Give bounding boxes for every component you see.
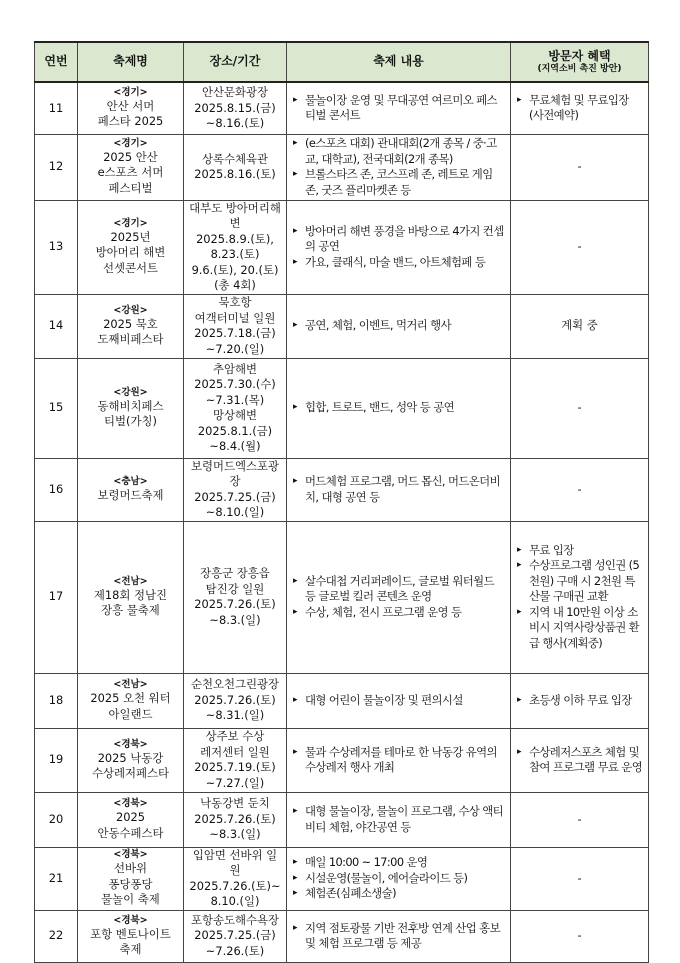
place-line: 레저센터 일원 <box>200 744 270 759</box>
place-line: 2025.7.26.(토) <box>194 597 276 611</box>
place-line: 안산문화광장 <box>201 85 269 99</box>
place-period <box>184 910 287 962</box>
content-item: ▸ 지역 점토광물 기반 전후방 연계 산업 홍보 및 체험 프로그램 등 제공 <box>305 921 506 952</box>
place-line: 탐진강 일원 <box>205 581 265 596</box>
festival-content <box>287 134 511 200</box>
benefit-list <box>515 745 644 776</box>
content-item: ▸ 물과 수상레저를 테마로 한 낙동강 유역의 수상레저 행사 개최 <box>305 745 506 776</box>
place-line: 상주보 수상 <box>205 729 265 743</box>
table-row <box>35 358 649 458</box>
header-place: 장소/기간 <box>184 42 287 82</box>
region-tag: <전남> <box>113 679 148 690</box>
festival-name <box>78 521 184 673</box>
table-row <box>35 728 649 792</box>
place-period <box>184 134 287 200</box>
content-item: ▸ 힙합, 트로트, 밴드, 성악 등 공연 <box>305 400 506 416</box>
content-list <box>291 745 506 776</box>
festival-name <box>78 673 184 728</box>
place-line: 2025.7.19.(토) <box>194 760 276 774</box>
visitor-benefit: - <box>511 792 649 847</box>
content-list <box>291 921 506 952</box>
place-line: 추암해변 <box>212 361 257 376</box>
benefit-item: ▸ 지역 내 10만원 이상 소비시 지역사랑상품권 환급 행사(계획중) <box>529 605 644 652</box>
festival-content <box>287 82 511 134</box>
table-row <box>35 847 649 910</box>
content-item: ▸ 체험존(심폐소생술) <box>305 886 506 902</box>
region-tag: <강원> <box>113 386 148 398</box>
visitor-benefit <box>511 673 649 728</box>
festival-name <box>78 847 184 910</box>
row-number: 15 <box>35 358 78 458</box>
place-line: ~8.31.(일) <box>205 708 265 723</box>
festival-title-line: 2025 낙동강 <box>97 750 164 765</box>
content-item: ▸ 방아머리 해변 풍경을 바탕으로 4가지 컨셉의 공연 <box>305 224 506 255</box>
place-line: 보령머드엑스포광장 <box>190 458 280 488</box>
header-benefit-title: 방문자 혜택 <box>548 48 611 63</box>
region-tag: <경북> <box>113 914 148 926</box>
festival-title-line: 선바위 <box>113 861 147 876</box>
row-number: 11 <box>35 82 78 134</box>
content-item: ▸ 대형 어린이 물놀이장 및 편의시설 <box>305 693 506 709</box>
festival-title-line: 선셋콘서트 <box>102 260 159 275</box>
content-list <box>291 400 506 416</box>
festival-name <box>78 792 184 847</box>
content-list <box>291 474 506 505</box>
festival-title-line: 페스타 2025 <box>97 114 164 129</box>
place-line: 묵호항 <box>218 295 252 309</box>
place-period <box>184 728 287 792</box>
place-line: ~7.20.(일) <box>205 341 265 356</box>
festival-title-line: 페스티벌 <box>108 180 153 195</box>
benefit-item: ▸ 초등생 이하 무료 입장 <box>529 693 644 709</box>
place-line: 2025.7.26.(토)~ <box>189 878 281 893</box>
place-line: 망상해변 <box>212 408 257 422</box>
benefit-list <box>515 543 644 652</box>
place-line: 2025.7.18.(금) <box>194 326 276 340</box>
table-row <box>35 910 649 962</box>
festival-content <box>287 673 511 728</box>
place-line: 포항송도해수욕장 <box>190 912 280 927</box>
table-row <box>35 792 649 847</box>
place-line: 2025.7.25.(금) <box>194 489 276 504</box>
festival-title-line: 2025 오천 워터 <box>90 691 171 705</box>
row-number: 18 <box>35 673 78 728</box>
festival-title-line: 포항 벤토나이트 <box>90 926 171 941</box>
header-content: 축제 내용 <box>287 42 511 82</box>
place-line: 8.23.(토) <box>210 247 260 261</box>
place-line: 2025.7.30.(수) <box>194 377 276 391</box>
visitor-benefit: - <box>511 910 649 962</box>
content-list <box>291 804 506 835</box>
festival-title-line: 동해비치페스 <box>97 398 164 413</box>
table-row <box>35 200 649 294</box>
place-line: 2025.7.26.(토) <box>194 811 276 826</box>
place-period <box>184 82 287 134</box>
place-line: ~7.31.(목) <box>205 392 265 407</box>
content-item: ▸ 수상, 체험, 전시 프로그램 운영 등 <box>305 605 506 621</box>
content-list <box>291 855 506 902</box>
row-number: 17 <box>35 521 78 673</box>
place-period <box>184 521 287 673</box>
festival-title-line: 2025 묵호 <box>103 316 158 331</box>
content-item: ▸ 대형 물놀이장, 물놀이 프로그램, 수상 액티비티 체험, 야간공연 등 <box>305 804 506 835</box>
row-number: 14 <box>35 294 78 358</box>
table-row <box>35 458 649 521</box>
visitor-benefit: - <box>511 134 649 200</box>
place-line: 2025.7.25.(금) <box>194 928 276 943</box>
header-name: 축제명 <box>78 42 184 82</box>
row-number: 22 <box>35 910 78 962</box>
place-line: 8.10.(일) <box>210 894 260 908</box>
content-list <box>291 93 506 124</box>
place-line: ~8.3.(일) <box>209 612 261 627</box>
content-item: ▸ 머드체험 프로그램, 머드 몹신, 머드온더비치, 대형 공연 등 <box>305 474 506 505</box>
content-list <box>291 136 506 198</box>
region-tag: <전남> <box>113 575 148 587</box>
place-line: ~8.3.(일) <box>209 827 261 842</box>
festival-title-line: 축제 <box>119 942 142 956</box>
place-line: ~7.27.(일) <box>205 775 265 790</box>
region-tag: <경북> <box>113 738 148 750</box>
festival-name <box>78 358 184 458</box>
place-line: 여객터미널 일원 <box>194 310 276 325</box>
header-num: 연번 <box>35 42 78 82</box>
place-line: 2025.8.9.(토), <box>196 231 274 246</box>
row-number: 19 <box>35 728 78 792</box>
festival-content <box>287 910 511 962</box>
festival-title-line: 보령머드축제 <box>97 487 164 502</box>
festival-title-line: 안동수페스타 <box>97 825 164 840</box>
region-tag: <경북> <box>113 798 148 809</box>
festival-content <box>287 792 511 847</box>
festival-title-line: 도째비페스타 <box>97 332 164 346</box>
benefit-item: ▸ 무료 입장 <box>529 543 644 559</box>
header-benefit <box>511 42 649 82</box>
benefit-item: ▸ 무료체험 및 무료입장 (사전예약) <box>529 93 644 124</box>
place-line: 순천오천그린광장 <box>190 677 280 692</box>
benefit-list <box>515 693 644 709</box>
content-item: ▸ 살수대첩 거리퍼레이드, 글로벌 워터월드 등 글로벌 킬러 콘텐츠 운영 <box>305 574 506 605</box>
region-tag: <경북> <box>113 849 148 861</box>
region-tag: <경기> <box>113 86 148 98</box>
row-number: 21 <box>35 847 78 910</box>
festival-content <box>287 728 511 792</box>
visitor-benefit: - <box>511 200 649 294</box>
festival-content <box>287 200 511 294</box>
place-line: 장흥군 장흥읍 <box>200 566 270 580</box>
content-list <box>291 574 506 621</box>
festival-content <box>287 521 511 673</box>
festival-title-line: 방아머리 해변 <box>95 245 166 260</box>
place-period <box>184 458 287 521</box>
header-benefit-sub: (지역소비 촉진 방안) <box>537 64 622 75</box>
place-period <box>184 792 287 847</box>
festival-content <box>287 358 511 458</box>
region-tag: <강원> <box>113 304 148 316</box>
benefit-item: ▸ 수상레저스포츠 체험 및 참여 프로그램 무료 운영 <box>529 745 644 776</box>
content-list <box>291 693 506 709</box>
table-row <box>35 134 649 200</box>
row-number: 16 <box>35 458 78 521</box>
benefit-list <box>515 93 644 124</box>
place-line: 2025.8.16.(토) <box>194 167 276 181</box>
content-item: ▸ (e스포츠 대회) 관내대회(2개 종목 / 중·고교, 대학교), 전국대회(2개 종목) <box>305 136 506 167</box>
region-tag: <경기> <box>113 217 148 229</box>
place-line: ~8.10.(일) <box>205 505 265 519</box>
festival-title-line: 2025년 <box>110 229 151 244</box>
place-period <box>184 358 287 458</box>
festival-title-line: 물놀이 축제 <box>101 892 160 907</box>
place-line: 9.6.(토), 20.(토) <box>191 262 279 277</box>
festival-title-line: 장흥 물축제 <box>101 603 160 617</box>
place-line: 2025.8.15.(금) <box>194 100 276 115</box>
festival-title-line: 2025 안산 <box>103 149 158 164</box>
content-item: ▸ 브롤스타즈 존, 코스프레 존, 레트로 게임존, 굿즈 플리마켓존 등 <box>305 167 506 198</box>
place-line: ~8.16.(토) <box>205 116 265 130</box>
festival-name <box>78 458 184 521</box>
content-item: ▸ 공연, 체험, 이벤트, 먹거리 행사 <box>305 318 506 334</box>
table-row <box>35 673 649 728</box>
festival-name <box>78 82 184 134</box>
benefit-item: ▸ 수상프로그램 성인권 (5천원) 구매 시 2천원 특산물 구매권 교환 <box>529 558 644 605</box>
content-list <box>291 318 506 334</box>
visitor-benefit <box>511 82 649 134</box>
festival-name <box>78 294 184 358</box>
festival-title-line: 퐁당퐁당 <box>108 876 153 891</box>
place-line: (총 4회) <box>214 278 256 292</box>
place-line: 낙동강변 둔치 <box>200 796 270 811</box>
visitor-benefit <box>511 521 649 673</box>
festival-title-line: 수상레저페스타 <box>91 766 170 780</box>
place-period <box>184 200 287 294</box>
table-row <box>35 82 649 134</box>
festival-title-line: 티벌(가칭) <box>104 414 157 428</box>
content-item: ▸ 매일 10:00 ~ 17:00 운영 <box>305 855 506 871</box>
place-line: ~7.26.(토) <box>205 943 265 958</box>
festival-name <box>78 200 184 294</box>
place-period <box>184 847 287 910</box>
festival-table <box>34 41 649 963</box>
festival-name <box>78 134 184 200</box>
festival-table-container <box>34 41 649 963</box>
visitor-benefit <box>511 728 649 792</box>
festival-title-line: 안산 서머 <box>106 98 155 113</box>
festival-content <box>287 294 511 358</box>
content-item: ▸ 물놀이장 운영 및 무대공연 여르미오 페스티벌 콘서트 <box>305 93 506 124</box>
place-line: 2025.7.26.(토) <box>194 692 276 707</box>
content-item: ▸ 시설운영(물놀이, 에어슬라이드 등) <box>305 871 506 887</box>
region-tag: <경기> <box>113 137 148 149</box>
place-line: 상록수체육관 <box>201 151 269 166</box>
visitor-benefit: - <box>511 358 649 458</box>
place-line: 2025.8.1.(금) <box>197 423 273 438</box>
region-tag: <충남> <box>113 475 148 487</box>
place-period <box>184 673 287 728</box>
visitor-benefit: - <box>511 847 649 910</box>
row-number: 13 <box>35 200 78 294</box>
content-list <box>291 224 506 271</box>
festival-title-line: 제18회 정남진 <box>93 587 168 602</box>
festival-title-line: 아일랜드 <box>108 706 153 721</box>
visitor-benefit: 계획 중 <box>511 294 649 358</box>
festival-title-line: e스포츠 서머 <box>97 165 164 180</box>
table-row <box>35 294 649 358</box>
row-number: 20 <box>35 792 78 847</box>
table-row <box>35 521 649 673</box>
festival-content <box>287 458 511 521</box>
table-header-row <box>35 42 649 82</box>
place-line: ~8.4.(월) <box>209 439 261 453</box>
festival-name <box>78 728 184 792</box>
place-period <box>184 294 287 358</box>
row-number: 12 <box>35 134 78 200</box>
festival-content <box>287 847 511 910</box>
content-item: ▸ 가요, 클래식, 마술 밴드, 아트체험페 등 <box>305 255 506 271</box>
place-line: 입암면 선바위 일원 <box>192 847 278 877</box>
festival-name <box>78 910 184 962</box>
visitor-benefit: - <box>511 458 649 521</box>
place-line: 대부도 방아머리해변 <box>189 200 281 230</box>
festival-title-line: 2025 <box>116 810 145 824</box>
